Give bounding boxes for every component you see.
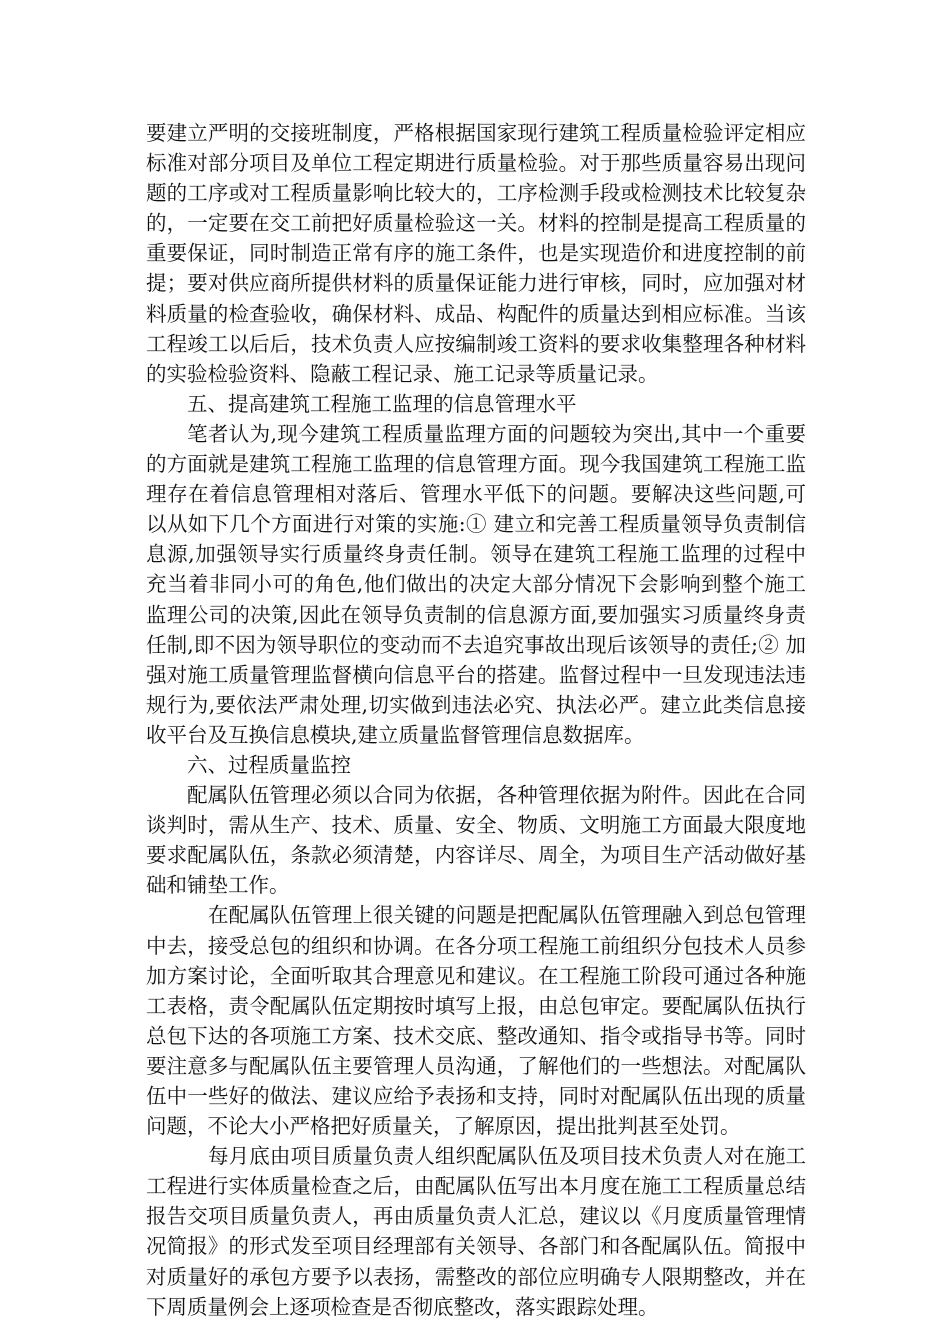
paragraph-monthly-inspection: 每月底由项目质量负责人组织配属队伍及项目技术负责人对在施工工程进行实体质量检查之后，由配属队伍写出本月度在施工工程质量总结报告交项目质量负责人，再由质量负责人汇总，建议以《月度质量管理情况简报》的形式发至项目经理部有关领导、各部门和各配属队伍。简报中对质量好的承包方要予以表扬，需整改的部位应明确专人限期整改，并在下周质量例会上逐项检查是否彻底整改，落实跟踪处理。 [146, 1144, 806, 1319]
paragraph-subcontractor-management: 在配属队伍管理上很关键的问题是把配属队伍管理融入到总包管理中去，接受总包的组织和协调。在各分项工程施工前组织分包技术人员参加方案讨论，全面听取其合理意见和建议。在工程施工阶段可通过各种施工表格，责令配属队伍定期按时填写上报，由总包审定。要配属队伍执行总包下达的各项施工方案、技术交底、整改通知、指令或指导书等。同时要注意多与配属队伍主要管理人员沟通，了解他们的一些想法。对配属队伍中一些好的做法、建议应给予表扬和支持，同时对配属队伍出现的质量问题，不论大小严格把好质量关，了解原因，提出批判甚至处罚。 [146, 903, 806, 1139]
section-heading-information-management: 五、提高建筑工程施工监理的信息管理水平 [187, 391, 577, 416]
document-page [146, 118, 806, 1322]
paragraph-contract-management: 配属队伍管理必须以合同为依据，各种管理依据为附件。因此在合同谈判时，需从生产、技术、质量、安全、物质、文明施工方面最大限度地要求配属队伍，条款必须清楚，内容详尽、周全，为项目生产活动做好基础和铺垫工作。 [146, 783, 806, 898]
section-heading-process-quality: 六、过程质量监控 [187, 752, 351, 777]
paragraph-material-control: 要建立严明的交接班制度，严格根据国家现行建筑工程质量检验评定相应标准对部分项目及单位工程定期进行质量检验。对于那些质量容易出现问题的工序或对工程质量影响比较大的，工序检测手段或检测技术比较复杂的，一定要在交工前把好质量检验这一关。材料的控制是提高工程质量的重要保证，同时制造正常有序的施工条件，也是实现造价和进度控制的前提；要对供应商所提供材料的质量保证能力进行审核，同时，应加强对材料质量的检查验收，确保材料、成品、构配件的质量达到相应标准。当该工程竣工以后后，技术负责人应按编制竣工资料的要求收集整理各种材料的实验检验资料、隐蔽工程记录、施工记录等质量记录。 [146, 121, 806, 386]
paragraph-information-management: 笔者认为,现今建筑工程质量监理方面的问题较为突出,其中一个重要的方面就是建筑工程施工监理的信息管理方面。现今我国建筑工程施工监理存在着信息管理相对落后、管理水平低下的问题。要解决这些问题,可以从如下几个方面进行对策的实施:① 建立和完善工程质量领导负责制信息源,加强领导实行质量终身责任制。领导在建筑工程施工监理的过程中充当着非同小可的角色,他们做出的决定大部分情况下会影响到整个施工监理公司的决策,因此在领导负责制的信息源方面,要加强实习质量终身责任制,即不因为领导职位的变动而不去追究事故出现后该领导的责任;② 加强对施工质量管理监督横向信息平台的搭建。监督过程中一旦发现违法违规行为,要依法严肃处理,切实做到违法必究、执法必严。建立此类信息接收平台及互换信息模块,建立质量监督管理信息数据库。 [146, 421, 806, 747]
